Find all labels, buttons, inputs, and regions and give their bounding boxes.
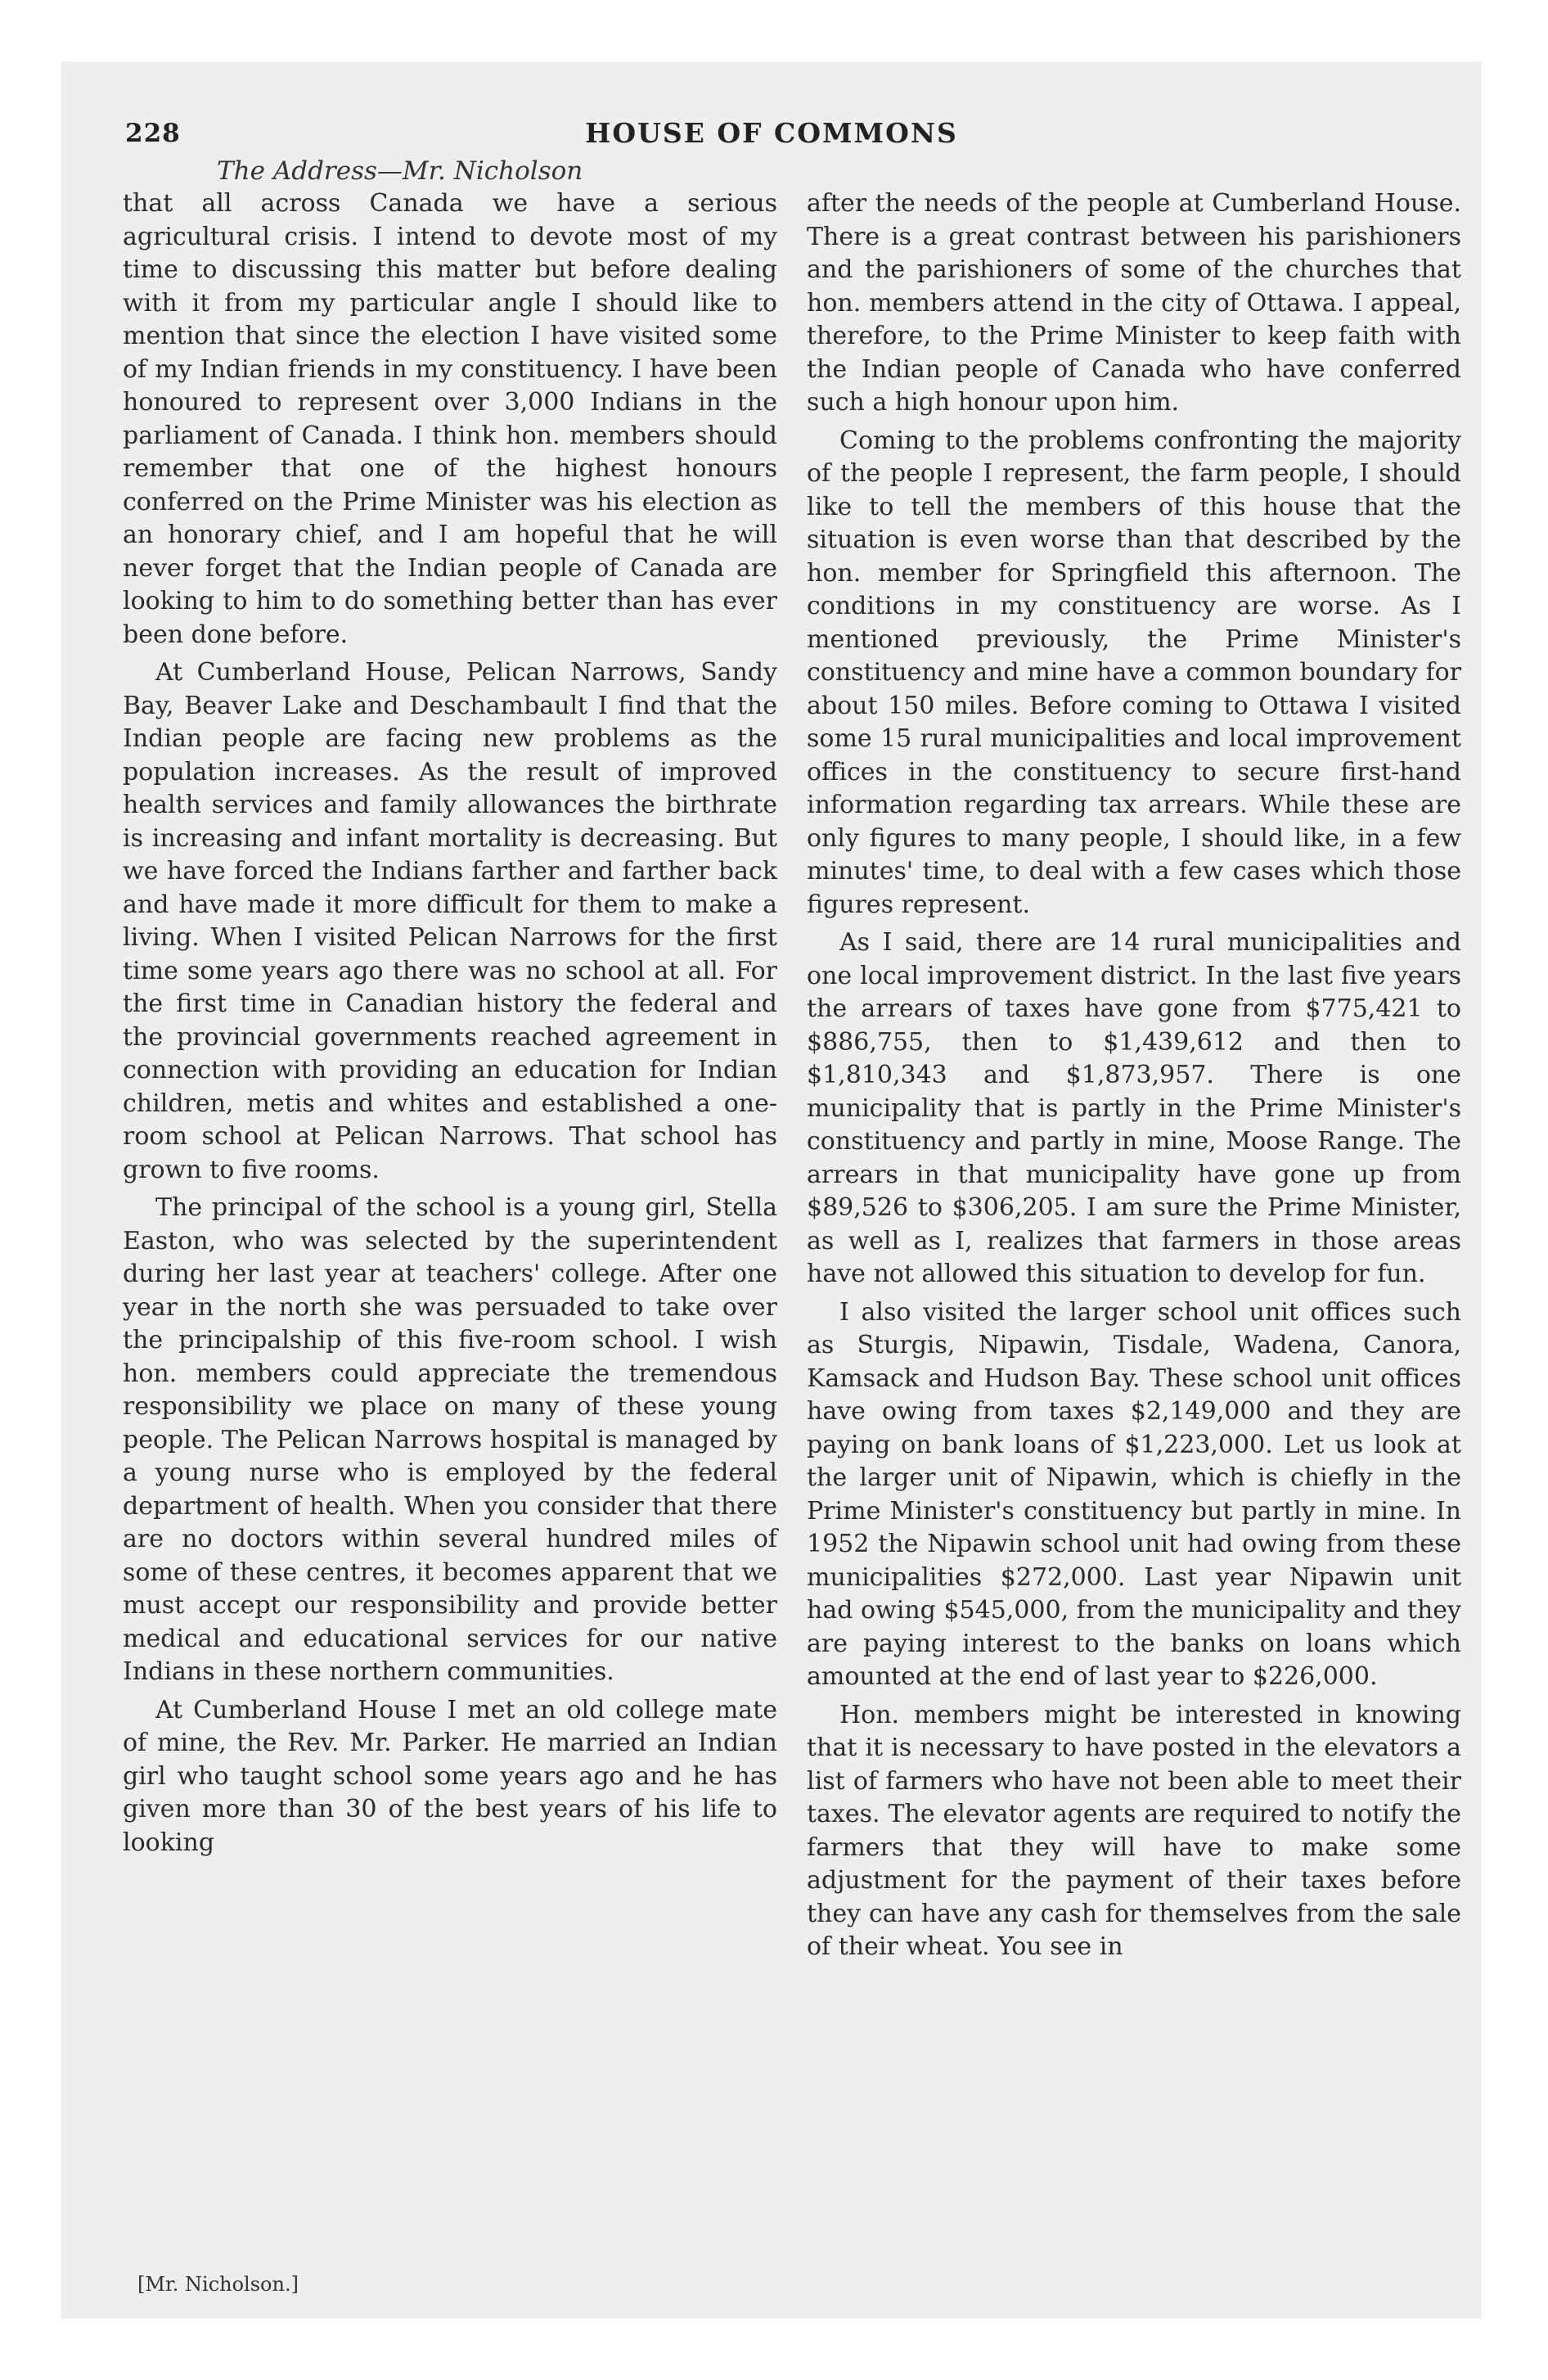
paragraph: Hon. members might be interested in knowing that it is necessary to have posted in the elevators a list of farmers who have not been able to meet their taxes. The elevator agents are required to notify the farmers that they will have to make some adjustment for the payment of their taxes before they can have any cash for themselves from the sale of their wheat. You see in [807, 1700, 1461, 1961]
page-number: 228 [125, 119, 181, 148]
paragraph: As I said, there are 14 rural municipalities and one local improvement district. In the last five years the arrears of taxes have gone from $775,421 to $886,755, then to $1,439,612 and then to $1,810,343 and $1,873,957. There is one municipality that is partly in the Prime Minister's constituency and partly in mine, Moose Range. The arrears in that municipality have gone up from $89,526 to $306,205. I am sure the Prime Minister, as well as I, realizes that farmers in those areas have not allowed this situation to develop for fun. [807, 928, 1461, 1288]
paragraph: I also visited the larger school unit offices such as Sturgis, Nipawin, Tisdale, Wadena, Canora, Kamsack and Hudson Bay. These school unit offices have owing from taxes $2,149,000 and they are paying on bank loans of $1,223,000. Let us look at the larger unit of Nipawin, which is chiefly in the Prime Minister's constituency but partly in mine. In 1952 the Nipawin school unit had owing from these municipalities $272,000. Last year Nipawin unit had owing $545,000, from the municipality and they are paying interest to the banks on loans which amounted at the end of last year to $226,000. [807, 1297, 1461, 1691]
speaker-reference: [Mr. Nicholson.] [137, 2273, 299, 2296]
paragraph: after the needs of the people at Cumberland House. There is a great contrast between his parishioners and the parishioners of some of the churches that hon. members attend in the city of Ottawa. I appeal, therefore, to the Prime Minister to keep faith with the Indian people of Canada who have conferred such a high honour upon him. [807, 189, 1461, 417]
page-title: HOUSE OF COMMONS [585, 117, 958, 149]
paragraph: that all across Canada we have a serious agricultural crisis. I intend to devote most of my time to discussing this matter but before dealing with it from my particular angle I should like to mention that since the election I have visited some of my Indian friends in my constituency. I have been honoured to represent over 3,000 Indians in the parliament of Canada. I think hon. members should remember that one of the highest honours conferred on the Prime Minister was his election as an honorary chief, and I am hopeful that he will never forget that the Indian people of Canada are looking to him to do something better than has ever been done before. [123, 189, 777, 649]
paragraph: The principal of the school is a young girl, Stella Easton, who was selected by the superintendent during her last year at teachers' college. After one year in the north she was persuaded to take over the principalship of this five-room school. I wish hon. members could appreciate the tremendous responsibility we place on many of these young people. The Pelican Narrows hospital is managed by a young nurse who is employed by the federal department of health. When you consider that there are no doctors within several hundred miles of some of these centres, it becomes apparent that we must accept our responsibility and provide better medical and educational services for our native Indians in these northern communities. [123, 1193, 777, 1686]
section-subtitle: The Address—Mr. Nicholson [217, 156, 583, 186]
right-column [807, 187, 1461, 1969]
paragraph: At Cumberland House I met an old college mate of mine, the Rev. Mr. Parker. He married an Indian girl who taught school some years ago and he has given more than 30 of the best years of his life to looking [123, 1695, 777, 1857]
document-page [61, 61, 1482, 2319]
left-column [123, 187, 777, 1864]
paragraph: At Cumberland House, Pelican Narrows, Sandy Bay, Beaver Lake and Deschambault I find that the Indian people are facing new problems as the population increases. As the result of improved health services and family allowances the birthrate is increasing and infant mortality is decreasing. But we have forced the Indians farther and farther back and have made it more difficult for them to make a living. When I visited Pelican Narrows for the first time some years ago there was no school at all. For the first time in Canadian history the federal and the provincial governments reached agreement in connection with providing an education for Indian children, metis and whites and established a one-room school at Pelican Narrows. That school has grown to five rooms. [123, 658, 777, 1184]
paragraph: Coming to the problems confronting the majority of the people I represent, the farm people, I should like to tell the members of this house that the situation is even worse than that described by the hon. member for Springfield this afternoon. The conditions in my constituency are worse. As I mentioned previously, the Prime Minister's constituency and mine have a common boundary for about 150 miles. Before coming to Ottawa I visited some 15 rural municipalities and local improvement offices in the constituency to secure first-hand information regarding tax arrears. While these are only figures to many people, I should like, in a few minutes' time, to deal with a few cases which those figures represent. [807, 426, 1461, 919]
